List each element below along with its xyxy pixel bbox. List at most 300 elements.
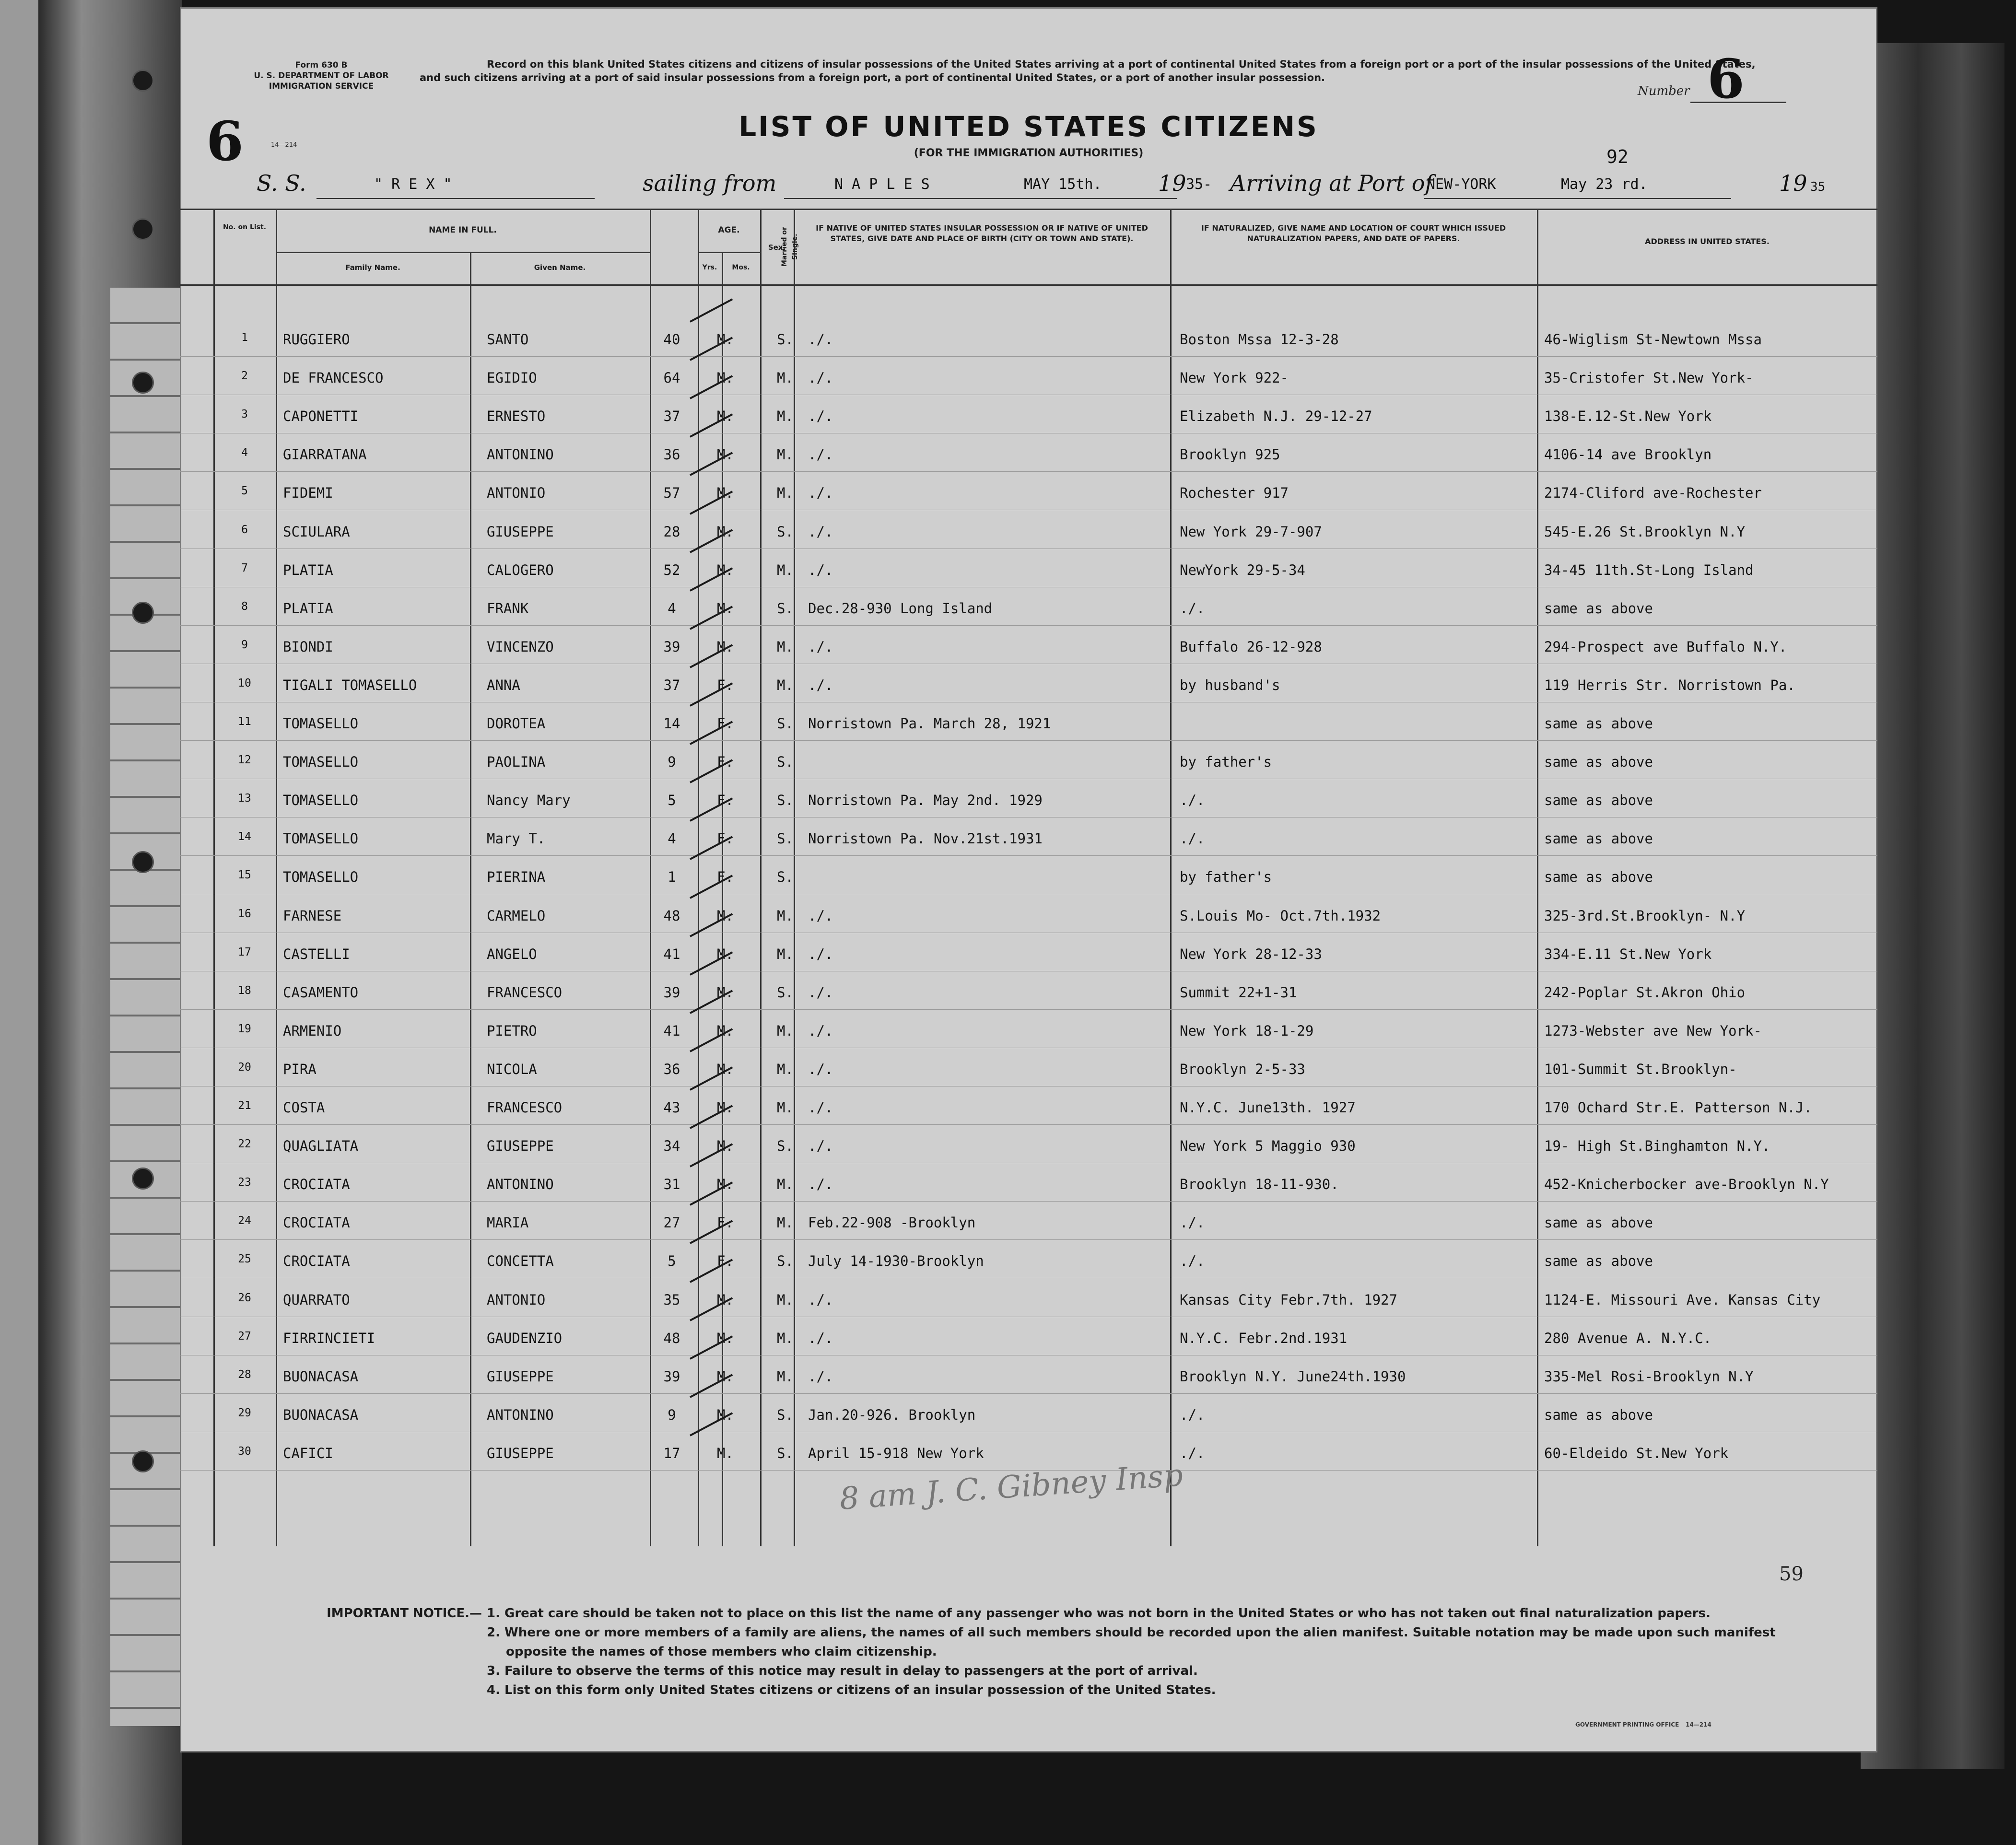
- date-from: MAY 15th.: [1024, 176, 1102, 193]
- table-row: [180, 1087, 1877, 1125]
- family-name: TOMASELLO: [283, 715, 359, 732]
- table-row: [180, 780, 1877, 818]
- table-row: [180, 472, 1877, 511]
- sex: F.: [717, 1253, 734, 1270]
- sailing-label: sailing from: [643, 170, 777, 196]
- printer-name: GOVERNMENT PRINTING OFFICE: [1575, 1721, 1679, 1728]
- table-row: [180, 1356, 1877, 1394]
- us-address: same as above: [1544, 830, 1653, 847]
- voyage-line: [180, 165, 1877, 204]
- family-name: SCIULARA: [283, 523, 350, 540]
- us-address: 35-Cristofer St.New York-: [1544, 370, 1754, 386]
- age-years: 14: [663, 715, 680, 732]
- sex: F.: [717, 677, 734, 693]
- port-to: NEW-YORK: [1427, 176, 1496, 193]
- naturalization-info: Brooklyn 2-5-33: [1180, 1061, 1305, 1077]
- given-name: CONCETTA: [487, 1253, 554, 1270]
- binder-hole: [132, 372, 154, 394]
- form-number: Form 630 B: [295, 60, 348, 70]
- naturalization-info: Brooklyn 18-11-930.: [1180, 1176, 1339, 1193]
- ship-underline: [316, 198, 595, 199]
- notice-item: 3. Failure to observe the terms of this notice may result in delay to passengers at the port of arrival.: [487, 1664, 1198, 1678]
- col-header-birth: IF NATIVE OF UNITED STATES INSULAR POSSESSION OR IF NATIVE OF UNITED STATES, GIVE DATE AND PLACE OF BIRTH (CITY OR TOWN AND STATE).: [816, 223, 1148, 243]
- age-years: 48: [663, 907, 680, 924]
- row-number: 23: [238, 1176, 251, 1189]
- given-name: Mary T.: [487, 830, 546, 847]
- given-name: Nancy Mary: [487, 792, 571, 809]
- naturalization-info: New York 18-1-29: [1180, 1022, 1314, 1039]
- table-top-rule: [180, 209, 1877, 210]
- naturalization-info: New York 28-12-33: [1180, 946, 1322, 962]
- sex: M.: [717, 638, 734, 655]
- us-address: 545-E.26 St.Brooklyn N.Y: [1544, 523, 1746, 540]
- row-rule: [180, 356, 1877, 357]
- age-years: 39: [663, 984, 680, 1001]
- family-name: GIARRATANA: [283, 446, 367, 463]
- row-number: 5: [241, 485, 248, 498]
- family-name: BUONACASA: [283, 1368, 359, 1385]
- sex: F.: [717, 754, 734, 771]
- col-header-given: Given Name.: [534, 263, 586, 272]
- naturalization-info: Summit 22+1-31: [1180, 984, 1297, 1001]
- binder-hole: [132, 602, 154, 624]
- age-years: 40: [663, 331, 680, 348]
- us-address: 325-3rd.St.Brooklyn- N.Y: [1544, 907, 1746, 924]
- row-rule: [180, 1393, 1877, 1394]
- family-name: RUGGIERO: [283, 331, 350, 348]
- family-name: PLATIA: [283, 600, 333, 617]
- birth-info: Feb.22-908 -Brooklyn: [808, 1214, 976, 1231]
- stamped-number: 92: [1606, 146, 1629, 167]
- row-number: 6: [241, 523, 248, 536]
- given-name: NICOLA: [487, 1061, 537, 1077]
- marital-status: M.: [777, 677, 794, 693]
- birth-info: ./.: [808, 523, 833, 540]
- col-header-address: ADDRESS IN UNITED STATES.: [1645, 237, 1770, 246]
- marital-status: S.: [777, 1138, 794, 1155]
- table-row: [180, 741, 1877, 780]
- age-years: 34: [663, 1138, 680, 1155]
- year-prefix-to: 19: [1779, 170, 1807, 196]
- naturalization-info: ./.: [1180, 830, 1205, 847]
- given-name: ANTONINO: [487, 1406, 554, 1423]
- marital-status: M.: [777, 1214, 794, 1231]
- age-years: 4: [668, 600, 676, 617]
- given-name: PIETRO: [487, 1022, 537, 1039]
- department-name: U. S. DEPARTMENT OF LABOR: [254, 71, 389, 81]
- sex: F.: [717, 869, 734, 886]
- naturalization-info: Rochester 917: [1180, 485, 1289, 502]
- birth-info: April 15-918 New York: [808, 1445, 984, 1461]
- birth-info: ./.: [808, 677, 833, 693]
- family-name: FIDEMI: [283, 485, 333, 502]
- family-name: CASTELLI: [283, 946, 350, 962]
- row-number: 28: [238, 1368, 251, 1381]
- marital-status: M.: [777, 408, 794, 425]
- age-years: 5: [668, 1253, 676, 1270]
- family-name: TOMASELLO: [283, 754, 359, 771]
- row-rule: [180, 855, 1877, 856]
- table-row: [180, 1318, 1877, 1356]
- col-header-mos: Mos.: [732, 264, 750, 271]
- ss-label: S. S.: [257, 170, 306, 196]
- sex: M.: [717, 370, 734, 386]
- given-name: DOROTEA: [487, 715, 546, 732]
- col-header-age: AGE.: [718, 225, 740, 235]
- marital-status: S.: [777, 830, 794, 847]
- given-name: GIUSEPPE: [487, 523, 554, 540]
- age-years: 5: [668, 792, 676, 809]
- age-years: 39: [663, 638, 680, 655]
- row-rule: [180, 740, 1877, 741]
- birth-info: ./.: [808, 370, 833, 386]
- sex: M.: [717, 1406, 734, 1423]
- table-row: [180, 588, 1877, 626]
- age-years: 48: [663, 1330, 680, 1346]
- birth-info: ./.: [808, 408, 833, 425]
- sex: M.: [717, 446, 734, 463]
- document-title: LIST OF UNITED STATES CITIZENS: [738, 110, 1319, 143]
- given-name: FRANCESCO: [487, 1099, 563, 1116]
- sex: M.: [717, 907, 734, 924]
- age-years: 4: [668, 830, 676, 847]
- family-name: PLATIA: [283, 561, 333, 578]
- us-address: same as above: [1544, 754, 1653, 771]
- sex: M.: [717, 1176, 734, 1193]
- ruled-underpage: [110, 288, 187, 1726]
- marital-status: S.: [777, 715, 794, 732]
- row-number: 24: [238, 1214, 251, 1227]
- binder-hole: [132, 851, 154, 873]
- table-row: [180, 434, 1877, 472]
- sex: M.: [717, 485, 734, 502]
- marital-status: M.: [777, 638, 794, 655]
- table-row: [180, 1240, 1877, 1279]
- given-name: MARIA: [487, 1214, 529, 1231]
- naturalization-info: ./.: [1180, 1214, 1205, 1231]
- row-rule: [180, 1124, 1877, 1125]
- family-name: QUAGLIATA: [283, 1138, 359, 1155]
- us-address: 452-Knicherbocker ave-Brooklyn N.Y: [1544, 1176, 1829, 1193]
- name-subheader-rule: [276, 252, 650, 253]
- us-address: 101-Summit St.Brooklyn-: [1544, 1061, 1737, 1077]
- year-to: 35: [1810, 180, 1826, 194]
- header-bottom-rule: [180, 284, 1877, 286]
- notice-items: [487, 1604, 1839, 1700]
- age-subheader-rule: [698, 252, 760, 253]
- age-years: 36: [663, 446, 680, 463]
- binder-hole: [132, 70, 154, 92]
- age-years: 39: [663, 1368, 680, 1385]
- row-number: 8: [241, 600, 248, 613]
- given-name: VINCENZO: [487, 638, 554, 655]
- age-years: 28: [663, 523, 680, 540]
- sex: M.: [717, 1330, 734, 1346]
- birth-info: Dec.28-930 Long Island: [808, 600, 993, 617]
- naturalization-info: by father's: [1180, 869, 1272, 886]
- row-number: 12: [238, 754, 251, 767]
- family-name: QUARRATO: [283, 1291, 350, 1308]
- row-rule: [180, 1201, 1877, 1202]
- naturalization-info: Brooklyn 925: [1180, 446, 1280, 463]
- notice-item: 4. List on this form only United States citizens or citizens of an insular possession of the United States.: [487, 1683, 1216, 1697]
- birth-info: ./.: [808, 1291, 833, 1308]
- age-years: 64: [663, 370, 680, 386]
- marital-status: M.: [777, 1176, 794, 1193]
- table-row: [180, 511, 1877, 549]
- us-address: 335-Mel Rosi-Brooklyn N.Y: [1544, 1368, 1754, 1385]
- date-to: May 23 rd.: [1561, 176, 1648, 193]
- given-name: PAOLINA: [487, 754, 546, 771]
- age-years: 27: [663, 1214, 680, 1231]
- col-header-sex: Sex.: [768, 243, 786, 252]
- marital-status: M.: [777, 1291, 794, 1308]
- sex: M.: [717, 1138, 734, 1155]
- us-address: same as above: [1544, 1406, 1653, 1423]
- row-number: 26: [238, 1291, 251, 1304]
- birth-info: ./.: [808, 331, 833, 348]
- marital-status: S.: [777, 1445, 794, 1461]
- sex: M.: [717, 1368, 734, 1385]
- sheet-code: 14—214: [271, 141, 297, 149]
- family-name: TIGALI TOMASELLO: [283, 677, 417, 693]
- sex: M.: [717, 600, 734, 617]
- col-header-naturalized: IF NATURALIZED, GIVE NAME AND LOCATION OF COURT WHICH ISSUED NATURALIZATION PAPERS, AND DATE OF PAPERS.: [1201, 223, 1506, 243]
- naturalization-info: Kansas City Febr.7th. 1927: [1180, 1291, 1397, 1308]
- birth-info: ./.: [808, 907, 833, 924]
- given-name: PIERINA: [487, 869, 546, 886]
- age-years: 36: [663, 1061, 680, 1077]
- naturalization-info: Brooklyn N.Y. June24th.1930: [1180, 1368, 1406, 1385]
- passenger-table: [180, 209, 1877, 1546]
- col-header-family: Family Name.: [345, 263, 400, 272]
- notice-lead: IMPORTANT NOTICE.—: [327, 1606, 482, 1621]
- row-rule: [180, 1009, 1877, 1010]
- year-from: 35-: [1186, 176, 1212, 193]
- age-years: 35: [663, 1291, 680, 1308]
- birth-info: Norristown Pa. Nov.21st.1931: [808, 830, 1043, 847]
- row-number: 15: [238, 869, 251, 882]
- family-name: BUONACASA: [283, 1406, 359, 1423]
- naturalization-info: S.Louis Mo- Oct.7th.1932: [1180, 907, 1381, 924]
- us-address: same as above: [1544, 869, 1653, 886]
- marital-status: S.: [777, 984, 794, 1001]
- row-rule: [180, 471, 1877, 472]
- row-rule: [180, 1239, 1877, 1240]
- naturalization-info: New York 29-7-907: [1180, 523, 1322, 540]
- given-name: EGIDIO: [487, 370, 537, 386]
- marital-status: M.: [777, 1099, 794, 1116]
- row-number: 17: [238, 946, 251, 958]
- table-row: [180, 1049, 1877, 1087]
- us-address: 280 Avenue A. N.Y.C.: [1544, 1330, 1712, 1346]
- number-label: Number: [1638, 84, 1690, 98]
- marital-status: S.: [777, 754, 794, 771]
- age-years: 37: [663, 677, 680, 693]
- naturalization-info: by husband's: [1180, 677, 1280, 693]
- given-name: GIUSEPPE: [487, 1138, 554, 1155]
- marital-status: S.: [777, 792, 794, 809]
- marital-status: M.: [777, 1022, 794, 1039]
- birth-info: Norristown Pa. March 28, 1921: [808, 715, 1051, 732]
- us-address: same as above: [1544, 600, 1653, 617]
- marital-status: S.: [777, 1406, 794, 1423]
- age-years: 37: [663, 408, 680, 425]
- family-name: FIRRINCIETI: [283, 1330, 375, 1346]
- given-name: CALOGERO: [487, 561, 554, 578]
- table-row: [180, 818, 1877, 856]
- table-row: [180, 319, 1877, 357]
- sheet-number-left: 6: [206, 110, 244, 173]
- us-address: 294-Prospect ave Buffalo N.Y.: [1544, 638, 1787, 655]
- birth-info: ./.: [808, 485, 833, 502]
- us-address: 1273-Webster ave New York-: [1544, 1022, 1762, 1039]
- us-address: 4106-14 ave Brooklyn: [1544, 446, 1712, 463]
- birth-info: ./.: [808, 446, 833, 463]
- table-row: [180, 1202, 1877, 1240]
- given-name: ANTONIO: [487, 1291, 546, 1308]
- marital-status: M.: [777, 485, 794, 502]
- marital-status: M.: [777, 946, 794, 962]
- row-number: 18: [238, 984, 251, 997]
- naturalization-info: New York 5 Maggio 930: [1180, 1138, 1356, 1155]
- printer-code: 14—214: [1686, 1721, 1711, 1728]
- page-stack-edge: [1861, 43, 2004, 1769]
- sex: F.: [717, 830, 734, 847]
- table-row: [180, 895, 1877, 934]
- birth-info: ./.: [808, 946, 833, 962]
- marital-status: M.: [777, 370, 794, 386]
- form-issuer: [242, 60, 400, 92]
- marital-status: M.: [777, 446, 794, 463]
- age-years: 52: [663, 561, 680, 578]
- family-name: CAFICI: [283, 1445, 333, 1461]
- family-name: DE FRANCESCO: [283, 370, 384, 386]
- port-to-underline: [1424, 198, 1731, 199]
- marital-status: M.: [777, 1330, 794, 1346]
- row-rule: [180, 625, 1877, 626]
- col-header-no: No. on List.: [223, 223, 267, 231]
- arriving-label: Arriving at Port of: [1230, 170, 1433, 196]
- sex: M.: [717, 331, 734, 348]
- sex: M.: [717, 408, 734, 425]
- table-row: [180, 396, 1877, 434]
- marital-status: S.: [777, 523, 794, 540]
- naturalization-info: N.Y.C. Febr.2nd.1931: [1180, 1330, 1348, 1346]
- birth-info: ./.: [808, 561, 833, 578]
- row-number: 14: [238, 830, 251, 843]
- us-address: 34-45 11th.St-Long Island: [1544, 561, 1754, 578]
- port-from: N A P L E S: [834, 176, 930, 193]
- us-address: 119 Herris Str. Norristown Pa.: [1544, 677, 1795, 693]
- given-name: FRANK: [487, 600, 529, 617]
- page-number: 59: [1779, 1563, 1804, 1585]
- us-address: same as above: [1544, 1214, 1653, 1231]
- family-name: TOMASELLO: [283, 830, 359, 847]
- naturalization-info: ./.: [1180, 1406, 1205, 1423]
- sex: M.: [717, 561, 734, 578]
- row-number: 1: [241, 331, 248, 344]
- given-name: CARMELO: [487, 907, 546, 924]
- birth-info: ./.: [808, 1022, 833, 1039]
- age-years: 9: [668, 1406, 676, 1423]
- sex: F.: [717, 792, 734, 809]
- row-number: 13: [238, 792, 251, 805]
- sex: M.: [717, 1022, 734, 1039]
- naturalization-info: ./.: [1180, 1253, 1205, 1270]
- given-name: GIUSEPPE: [487, 1368, 554, 1385]
- sex: M.: [717, 1445, 734, 1461]
- naturalization-info: by father's: [1180, 754, 1272, 771]
- row-number: 9: [241, 638, 248, 651]
- family-name: FARNESE: [283, 907, 342, 924]
- row-number: 30: [238, 1445, 251, 1458]
- table-row: [180, 972, 1877, 1010]
- given-name: SANTO: [487, 331, 529, 348]
- table-row: [180, 549, 1877, 588]
- naturalization-info: Elizabeth N.J. 29-12-27: [1180, 408, 1372, 425]
- birth-info: Norristown Pa. May 2nd. 1929: [808, 792, 1043, 809]
- age-years: 43: [663, 1099, 680, 1116]
- row-number: 22: [238, 1138, 251, 1151]
- given-name: FRANCESCO: [487, 984, 563, 1001]
- family-name: CAPONETTI: [283, 408, 359, 425]
- row-number: 3: [241, 408, 248, 421]
- family-name: CASAMENTO: [283, 984, 359, 1001]
- birth-info: ./.: [808, 1176, 833, 1193]
- row-number: 7: [241, 561, 248, 574]
- naturalization-info: Boston Mssa 12-3-28: [1180, 331, 1339, 348]
- row-number: 19: [238, 1022, 251, 1035]
- family-name: BIONDI: [283, 638, 333, 655]
- us-address: 334-E.11 St.New York: [1544, 946, 1712, 962]
- naturalization-info: ./.: [1180, 792, 1205, 809]
- ship-name: " R E X ": [374, 176, 452, 193]
- table-row: [180, 1164, 1877, 1202]
- marital-status: S.: [777, 1253, 794, 1270]
- age-years: 17: [663, 1445, 680, 1461]
- table-row: [180, 1125, 1877, 1164]
- binder-hole: [132, 218, 154, 240]
- age-years: 31: [663, 1176, 680, 1193]
- us-address: 242-Poplar St.Akron Ohio: [1544, 984, 1746, 1001]
- marital-status: M.: [777, 907, 794, 924]
- marital-status: M.: [777, 1368, 794, 1385]
- row-number: 21: [238, 1099, 251, 1112]
- birth-info: ./.: [808, 1061, 833, 1077]
- family-name: PIRA: [283, 1061, 316, 1077]
- us-address: 60-Eldeido St.New York: [1544, 1445, 1729, 1461]
- table-row: [180, 1279, 1877, 1318]
- family-name: CROCIATA: [283, 1253, 350, 1270]
- family-name: CROCIATA: [283, 1176, 350, 1193]
- table-row: [180, 703, 1877, 741]
- manifest-page: [180, 7, 1877, 1752]
- us-address: same as above: [1544, 792, 1653, 809]
- marital-status: S.: [777, 331, 794, 348]
- naturalization-info: Buffalo 26-12-928: [1180, 638, 1322, 655]
- table-row: [180, 934, 1877, 972]
- table-row: [180, 1394, 1877, 1433]
- sex: F.: [717, 715, 734, 732]
- marital-status: S.: [777, 600, 794, 617]
- inspector-signature: 8 am J. C. Gibney Insp: [838, 1458, 1184, 1517]
- birth-info: ./.: [808, 1330, 833, 1346]
- family-name: TOMASELLO: [283, 869, 359, 886]
- table-row: [180, 1433, 1877, 1471]
- sex: M.: [717, 523, 734, 540]
- given-name: ANTONIO: [487, 485, 546, 502]
